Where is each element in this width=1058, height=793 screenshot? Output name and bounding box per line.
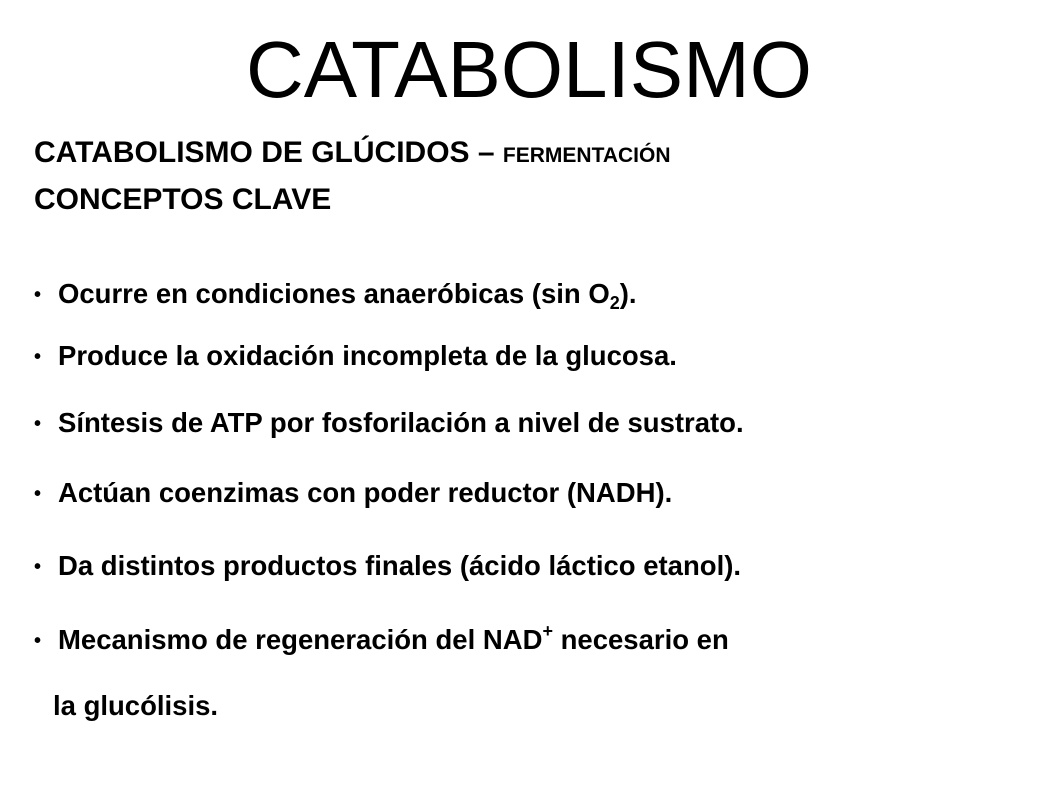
slide-subtitle [34, 133, 671, 176]
bullet-text: Actúan coenzimas con poder reductor (NADH). [58, 477, 673, 508]
bullet-text: Da distintos productos finales (ácido láctico etanol). [58, 550, 742, 581]
bullet-icon: • [34, 630, 42, 652]
bullet-item [34, 622, 729, 659]
bullet-item [34, 405, 744, 442]
bullet-icon: • [34, 483, 42, 505]
bullet-icon: • [34, 346, 42, 368]
subtitle-small: FERMENTACIÓN [502, 144, 671, 167]
bullet-item [34, 338, 677, 375]
slide-title: CATABOLISMO [245, 25, 812, 114]
bullet-item [34, 276, 637, 313]
bullet-item [34, 475, 672, 512]
bullet-continuation: la glucólisis. [53, 690, 219, 721]
section-heading: CONCEPTOS CLAVE [34, 183, 332, 216]
bullet-text: Síntesis de ATP por fosforilación a nivel de sustrato. [58, 407, 744, 438]
bullet-icon: • [34, 556, 42, 578]
bullet-text: Produce la oxidación incompleta de la glucosa. [58, 340, 677, 371]
bullet-text-end: necesario en [552, 624, 729, 655]
bullet-text-end: ). [619, 278, 637, 309]
subscript: 2 [609, 293, 620, 313]
bullet-text: Ocurre en condiciones anaeróbicas (sin O [58, 278, 610, 309]
bullet-text: Mecanismo de regeneración del NAD [58, 624, 543, 655]
bullet-icon: • [34, 284, 42, 306]
bullet-icon: • [34, 413, 42, 435]
superscript: + [542, 621, 553, 641]
subtitle-main: CATABOLISMO DE GLÚCIDOS – [34, 136, 503, 169]
bullet-item [34, 548, 741, 585]
